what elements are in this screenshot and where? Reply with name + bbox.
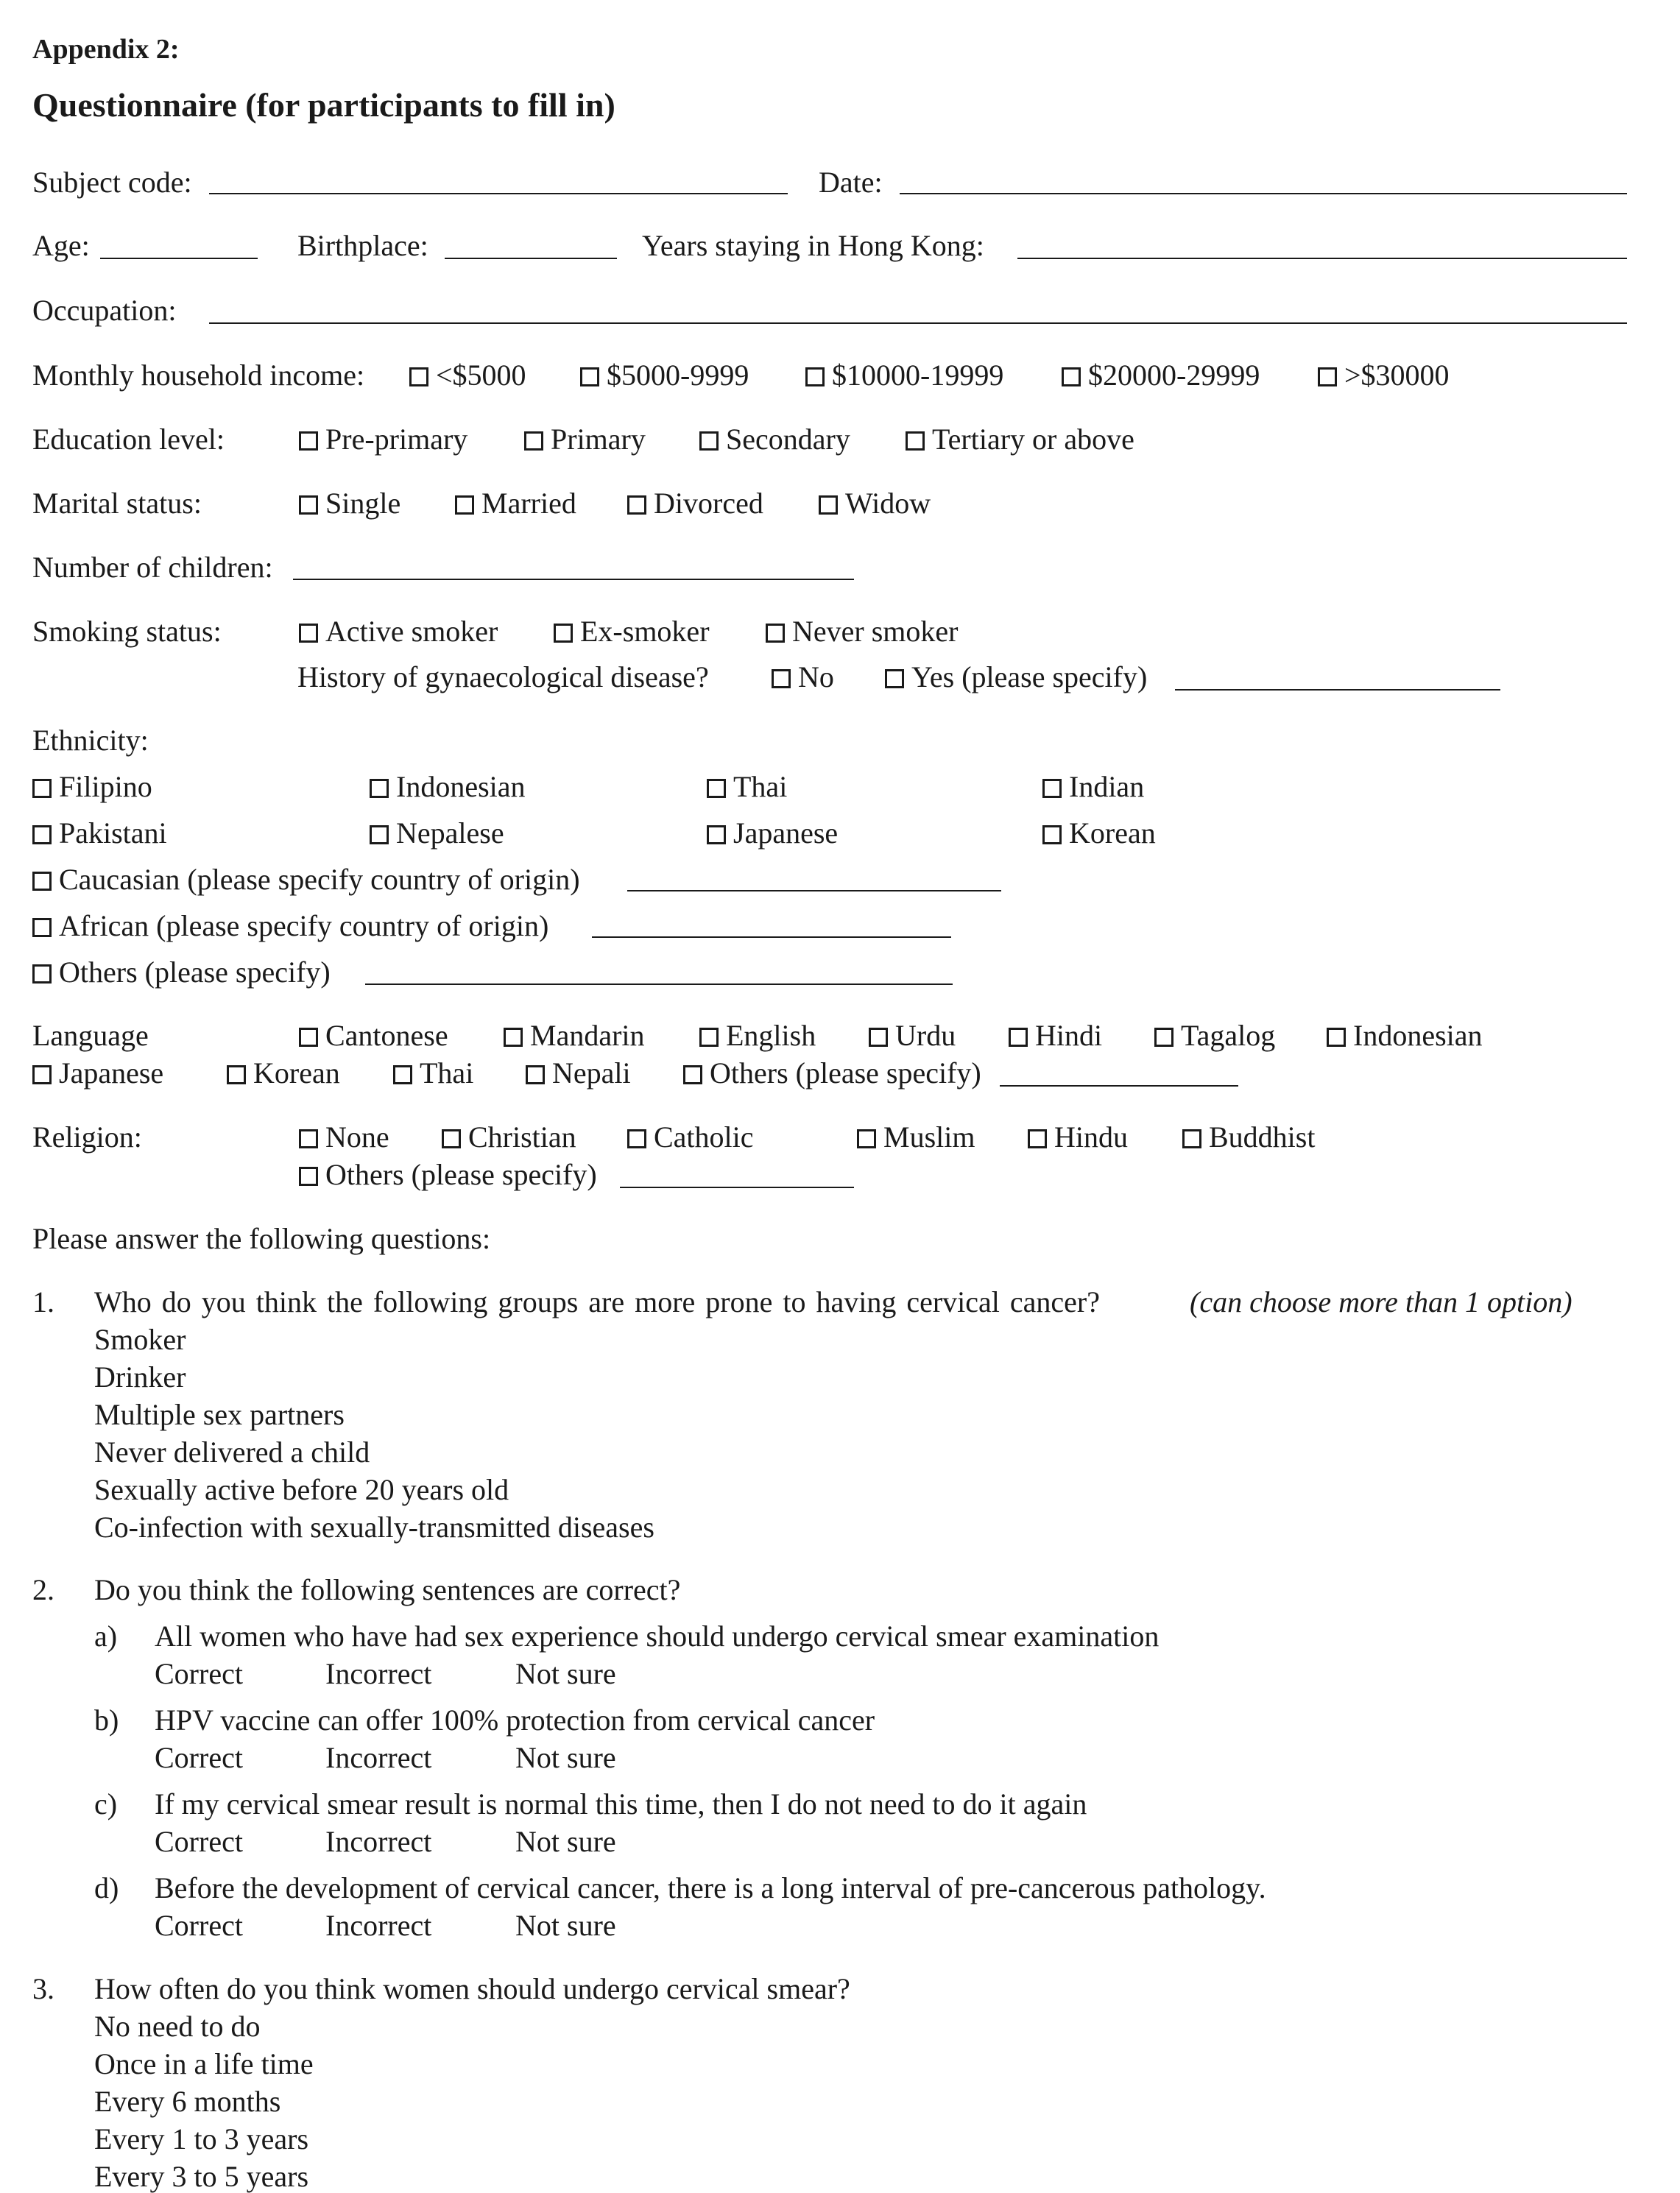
checkbox[interactable] — [869, 1028, 888, 1047]
gynae-question: History of gynaecological disease? — [297, 660, 709, 693]
checkbox[interactable] — [227, 1065, 246, 1084]
language-option[interactable]: Hindi — [1009, 1021, 1102, 1050]
checkbox[interactable] — [699, 1028, 719, 1047]
checkbox[interactable] — [299, 1028, 318, 1047]
appendix-heading: Appendix 2: — [32, 34, 180, 65]
subject-code-field[interactable] — [209, 193, 788, 194]
language-label: Language — [32, 1019, 149, 1052]
income-option[interactable]: $5000-9999 — [580, 361, 749, 390]
language-option[interactable]: Thai — [393, 1059, 473, 1088]
religion-others[interactable]: Others (please specify) — [299, 1160, 597, 1190]
checkbox[interactable] — [32, 825, 52, 844]
q1-option[interactable]: Co-infection with sexually-transmitted diseases — [94, 1511, 654, 1544]
marital-label: Marital status: — [32, 487, 202, 520]
language-option[interactable]: Others (please specify) — [683, 1059, 981, 1088]
q3-option[interactable]: Every 1 to 3 years — [94, 2122, 309, 2155]
language-option[interactable]: Tagalog — [1154, 1021, 1275, 1050]
checkbox[interactable] — [1028, 1129, 1047, 1148]
smoking-option[interactable]: Active smoker — [299, 617, 498, 646]
checkbox[interactable] — [455, 495, 474, 515]
checkbox[interactable] — [906, 431, 925, 451]
q1-option[interactable]: Multiple sex partners — [94, 1398, 345, 1431]
checkbox[interactable] — [627, 1129, 646, 1148]
checkbox[interactable] — [1318, 367, 1337, 386]
checkbox[interactable] — [1062, 367, 1081, 386]
smoking-option[interactable]: Never smoker — [766, 617, 958, 646]
date-label: Date: — [819, 166, 883, 199]
subject-code-label: Subject code: — [32, 166, 192, 199]
smoking-option[interactable]: Ex-smoker — [554, 617, 710, 646]
checkbox[interactable] — [299, 1129, 318, 1148]
ethnicity-option[interactable]: Nepalese — [370, 819, 504, 848]
q2-item-text: Before the development of cervical cancer, there is a long interval of pre-cancerous pathology. — [155, 1871, 1266, 1904]
checkbox[interactable] — [1042, 825, 1062, 844]
checkbox[interactable] — [1154, 1028, 1173, 1047]
gynae-option[interactable]: No — [772, 663, 834, 692]
checkbox[interactable] — [409, 367, 428, 386]
religion-option[interactable]: None — [299, 1123, 389, 1152]
answer-correct[interactable]: Correct — [155, 1909, 243, 1942]
answer-not-sure[interactable]: Not sure — [515, 1825, 616, 1858]
checkbox[interactable] — [370, 779, 389, 798]
language-option[interactable]: Japanese — [32, 1059, 163, 1088]
checkbox[interactable] — [32, 1065, 52, 1084]
checkbox[interactable] — [299, 431, 318, 451]
checkbox[interactable] — [1182, 1129, 1201, 1148]
checkbox[interactable] — [299, 495, 318, 515]
q3-option[interactable]: No need to do — [94, 2010, 261, 2043]
age-field[interactable] — [100, 258, 258, 259]
ethnicity-option[interactable]: Indian — [1042, 772, 1144, 802]
ethnicity-option[interactable]: Indonesian — [370, 772, 526, 802]
smoking-label: Smoking status: — [32, 615, 222, 648]
q2-item-text: All women who have had sex experience should undergo cervical smear examination — [155, 1620, 1160, 1653]
ethnicity-others-field[interactable] — [365, 984, 953, 985]
income-option[interactable]: <$5000 — [409, 361, 526, 390]
income-option[interactable]: $20000-29999 — [1062, 361, 1260, 390]
checkbox[interactable] — [819, 495, 838, 515]
ethnicity-option[interactable]: Korean — [1042, 819, 1156, 848]
marital-option[interactable]: Single — [299, 489, 400, 518]
income-option[interactable]: >$30000 — [1318, 361, 1450, 390]
checkbox[interactable] — [526, 1065, 545, 1084]
instructions: Please answer the following questions: — [32, 1222, 491, 1255]
education-option[interactable]: Secondary — [699, 425, 850, 454]
marital-option[interactable]: Divorced — [627, 489, 763, 518]
religion-option[interactable]: Catholic — [627, 1123, 754, 1152]
ethnicity-caucasian[interactable]: Caucasian (please specify country of origin) — [32, 865, 580, 894]
checkbox[interactable] — [766, 624, 785, 643]
language-option[interactable]: Korean — [227, 1059, 340, 1088]
checkbox[interactable] — [699, 431, 719, 451]
gynae-specify-field[interactable] — [1175, 689, 1500, 691]
children-label: Number of children: — [32, 551, 273, 584]
occupation-label: Occupation: — [32, 294, 177, 327]
language-option[interactable]: Indonesian — [1327, 1021, 1483, 1050]
answer-not-sure[interactable]: Not sure — [515, 1741, 616, 1774]
language-option[interactable]: Cantonese — [299, 1021, 448, 1050]
checkbox[interactable] — [580, 367, 599, 386]
q2-item-text: HPV vaccine can offer 100% protection from cervical cancer — [155, 1703, 875, 1737]
checkbox[interactable] — [1042, 779, 1062, 798]
checkbox[interactable] — [772, 669, 791, 688]
checkbox[interactable] — [805, 367, 825, 386]
ethnicity-others[interactable]: Others (please specify) — [32, 958, 331, 987]
religion-option[interactable]: Buddhist — [1182, 1123, 1315, 1152]
african-specify-field[interactable] — [592, 936, 951, 938]
checkbox[interactable] — [32, 872, 52, 891]
years-in-hk-field[interactable] — [1017, 258, 1627, 259]
q3-number: 3. — [32, 1972, 54, 2005]
answer-correct[interactable]: Correct — [155, 1657, 243, 1690]
children-field[interactable] — [293, 579, 854, 580]
q2-item-letter: b) — [94, 1703, 119, 1737]
birthplace-field[interactable] — [445, 258, 617, 259]
checkbox[interactable] — [554, 624, 573, 643]
q1-option[interactable]: Sexually active before 20 years old — [94, 1473, 509, 1506]
education-option[interactable]: Tertiary or above — [906, 425, 1134, 454]
checkbox[interactable] — [442, 1129, 461, 1148]
occupation-field[interactable] — [209, 322, 1627, 324]
q1-option[interactable]: Drinker — [94, 1360, 186, 1394]
checkbox[interactable] — [370, 825, 389, 844]
checkbox[interactable] — [393, 1065, 412, 1084]
q1-option[interactable]: Never delivered a child — [94, 1435, 370, 1469]
gynae-option[interactable]: Yes (please specify) — [885, 663, 1147, 692]
q2-text: Do you think the following sentences are correct? — [94, 1573, 681, 1606]
marital-option[interactable]: Widow — [819, 489, 931, 518]
answer-not-sure[interactable]: Not sure — [515, 1657, 616, 1690]
checkbox[interactable] — [857, 1129, 876, 1148]
ethnicity-option[interactable]: Japanese — [707, 819, 838, 848]
income-option[interactable]: $10000-19999 — [805, 361, 1003, 390]
checkbox[interactable] — [707, 825, 726, 844]
language-option[interactable]: English — [699, 1021, 816, 1050]
answer-incorrect[interactable]: Incorrect — [325, 1657, 432, 1690]
q2-item-letter: d) — [94, 1871, 119, 1904]
answer-incorrect[interactable]: Incorrect — [325, 1825, 432, 1858]
checkbox[interactable] — [885, 669, 904, 688]
checkbox[interactable] — [1327, 1028, 1346, 1047]
education-option[interactable]: Pre-primary — [299, 425, 467, 454]
checkbox[interactable] — [299, 1167, 318, 1186]
q1-number: 1. — [32, 1285, 54, 1318]
religion-others-field[interactable] — [620, 1187, 854, 1188]
marital-option[interactable]: Married — [455, 489, 576, 518]
checkbox[interactable] — [32, 918, 52, 937]
checkbox[interactable] — [524, 431, 543, 451]
religion-option[interactable]: Christian — [442, 1123, 576, 1152]
q3-text: How often do you think women should undergo cervical smear? — [94, 1972, 850, 2005]
years-in-hk-label: Years staying in Hong Kong: — [642, 229, 984, 262]
q3-option[interactable]: Every 3 to 5 years — [94, 2160, 309, 2193]
language-option[interactable]: Mandarin — [504, 1021, 645, 1050]
q2-item-text: If my cervical smear result is normal this time, then I do not need to do it again — [155, 1787, 1087, 1821]
q1-note: (can choose more than 1 option) — [1190, 1285, 1573, 1318]
q2-item-letter: c) — [94, 1787, 118, 1821]
q1-text: Who do you think the following groups are more prone to having cervical cancer? — [94, 1285, 1101, 1318]
answer-incorrect[interactable]: Incorrect — [325, 1909, 432, 1942]
ethnicity-option[interactable]: Pakistani — [32, 819, 167, 848]
ethnicity-option[interactable]: Filipino — [32, 772, 152, 802]
religion-option[interactable]: Muslim — [857, 1123, 975, 1152]
language-others-field[interactable] — [1000, 1085, 1238, 1087]
ethnicity-african[interactable]: African (please specify country of origin) — [32, 911, 548, 941]
checkbox[interactable] — [707, 779, 726, 798]
religion-label: Religion: — [32, 1120, 142, 1154]
checkbox[interactable] — [504, 1028, 523, 1047]
ethnicity-label: Ethnicity: — [32, 724, 149, 757]
answer-correct[interactable]: Correct — [155, 1741, 243, 1774]
age-label: Age: — [32, 229, 90, 262]
birthplace-label: Birthplace: — [297, 229, 428, 262]
checkbox[interactable] — [683, 1065, 702, 1084]
ethnicity-option[interactable]: Thai — [707, 772, 787, 802]
checkbox[interactable] — [32, 964, 52, 984]
q3-option[interactable]: Every 6 months — [94, 2085, 281, 2118]
religion-option[interactable]: Hindu — [1028, 1123, 1128, 1152]
answer-correct[interactable]: Correct — [155, 1825, 243, 1858]
q3-option[interactable]: Once in a life time — [94, 2047, 314, 2080]
checkbox[interactable] — [32, 779, 52, 798]
page-title: Questionnaire (for participants to fill in) — [32, 86, 615, 124]
checkbox[interactable] — [627, 495, 646, 515]
q2-number: 2. — [32, 1573, 54, 1606]
education-label: Education level: — [32, 423, 225, 456]
answer-not-sure[interactable]: Not sure — [515, 1909, 616, 1942]
q2-item-letter: a) — [94, 1620, 118, 1653]
caucasian-specify-field[interactable] — [627, 890, 1001, 891]
checkbox[interactable] — [299, 624, 318, 643]
q1-option[interactable]: Smoker — [94, 1323, 186, 1356]
checkbox[interactable] — [1009, 1028, 1028, 1047]
language-option[interactable]: Urdu — [869, 1021, 956, 1050]
answer-incorrect[interactable]: Incorrect — [325, 1741, 432, 1774]
education-option[interactable]: Primary — [524, 425, 646, 454]
date-field[interactable] — [900, 193, 1627, 194]
language-option[interactable]: Nepali — [526, 1059, 631, 1088]
income-label: Monthly household income: — [32, 359, 365, 392]
